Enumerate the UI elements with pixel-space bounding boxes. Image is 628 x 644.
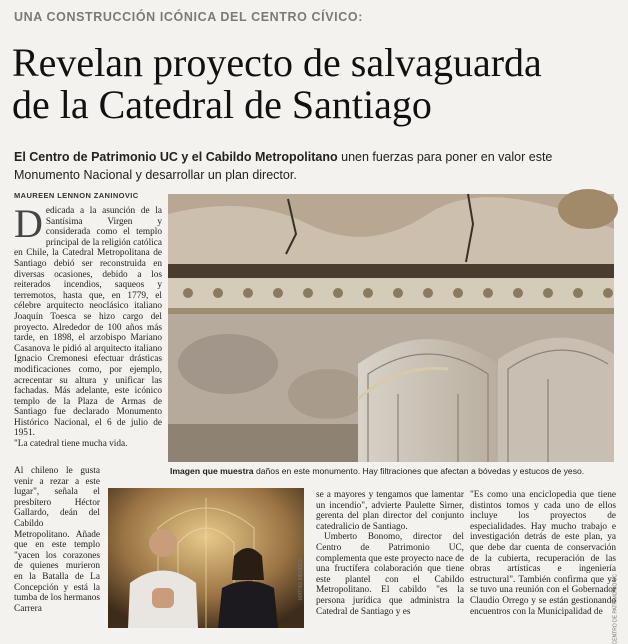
headline-line-1: Revelan proyecto de salvaguarda	[12, 40, 542, 85]
article-column-4	[470, 490, 616, 617]
deck-rest: unen fuerzas para poner en valor este Monumento Nacional y desarrollar un plan director.	[14, 150, 553, 182]
column-3-paragraph-2: Umberto Bonomo, director del Centro de Patrimonio UC, complementa que este proyecto nace de una fructífera colaboración que tiene este plantel con el Cabildo Metropolitano. El cabildo "es la persona jurídica que administra la Catedral de Santiago y es	[316, 532, 464, 617]
caption-bold: Imagen que muestra	[170, 466, 254, 476]
section-kicker: UNA CONSTRUCCIÓN ICÓNICA DEL CENTRO CÍVICO:	[14, 10, 363, 24]
portrait-photo-credit: MATÍAS MENDES	[298, 558, 304, 600]
column-3-paragraph-1: se a mayores y tengamos que lamentar un incendio", advierte Paulette Sirner, gerenta del plan director del conjunto catedralicio de Santiago.	[316, 490, 464, 532]
article-column-3	[316, 490, 464, 617]
deck	[14, 148, 614, 184]
column-1-quote: "La catedral tiene mucha vida.	[14, 439, 128, 450]
portrait-illustration	[108, 488, 304, 628]
cathedral-interior-illustration	[168, 194, 614, 462]
article-column-1	[14, 201, 162, 450]
headline	[12, 42, 618, 126]
photo-credit: CENTRO DE PATRIMONIO UC	[612, 574, 618, 644]
deck-bold: El Centro de Patrimonio UC y el Cabildo Metropolitano	[14, 150, 338, 164]
article-column-1-continued: Al chileno le gusta venir a rezar a este lugar", señala el presbítero Héctor Gallardo, deán del Cabildo Metropolitano. Añade que en este templo "yacen los corazones de quienes murieron en la Batalla de La Concepción y está la tumba de los hermanos Carrera	[14, 466, 100, 614]
caption-rest: daños en este monumento. Hay filtraciones que afectan a bóvedas y estucos de yeso.	[253, 466, 585, 476]
headline-line-2: de la Catedral de Santiago	[12, 82, 432, 127]
drop-cap: D	[14, 201, 43, 246]
column-4-paragraph-1: "Es como una enciclopedia que tiene distintos tomos y cada uno de ellos incluye los proyectos de especialidades. Hay mucho trabajo e investigación detrás de este plan, ya que debe dar cuenta de conservación de la cubierta, recuperación de las obras artísticas e ingeniería estructural". También confirma que ya se tuvo una reunión con el Gobernador Claudio Orrego y se están gestionando encuentros con la Municipalidad de	[470, 490, 616, 617]
column-1-text: edicada a la asunción de la Santísima Virgen y considerada como el templo principal de la religión católica en Chile, la Catedral Metropolitana de Santiago debió ser reconstruida en diversas ocasiones, debido a los reiterados incendios, saqueos y terremotos, hasta que, en 1779, el célebre arquitecto neoclásico italiano Joaquín Toesca se hizo cargo del proyecto. Alrededor de 100 años más tarde, en 1898, el arzobispo Mariano Casanova le pidió al arquitecto italiano Ignacio Cremonesi efectuar drásticas modificaciones como, por ejemplo, acrecentar su altura y unificar las fachadas. Más adelante, este icónico templo de la Plaza de Armas de Santiago fue declarado Monumento Histórico Nacional, el 6 de julio de 1951.	[14, 206, 162, 439]
photo-caption	[170, 466, 616, 476]
portrait-photo	[108, 488, 304, 628]
byline: MAUREEN LENNON ZANINOVIC	[14, 191, 139, 200]
